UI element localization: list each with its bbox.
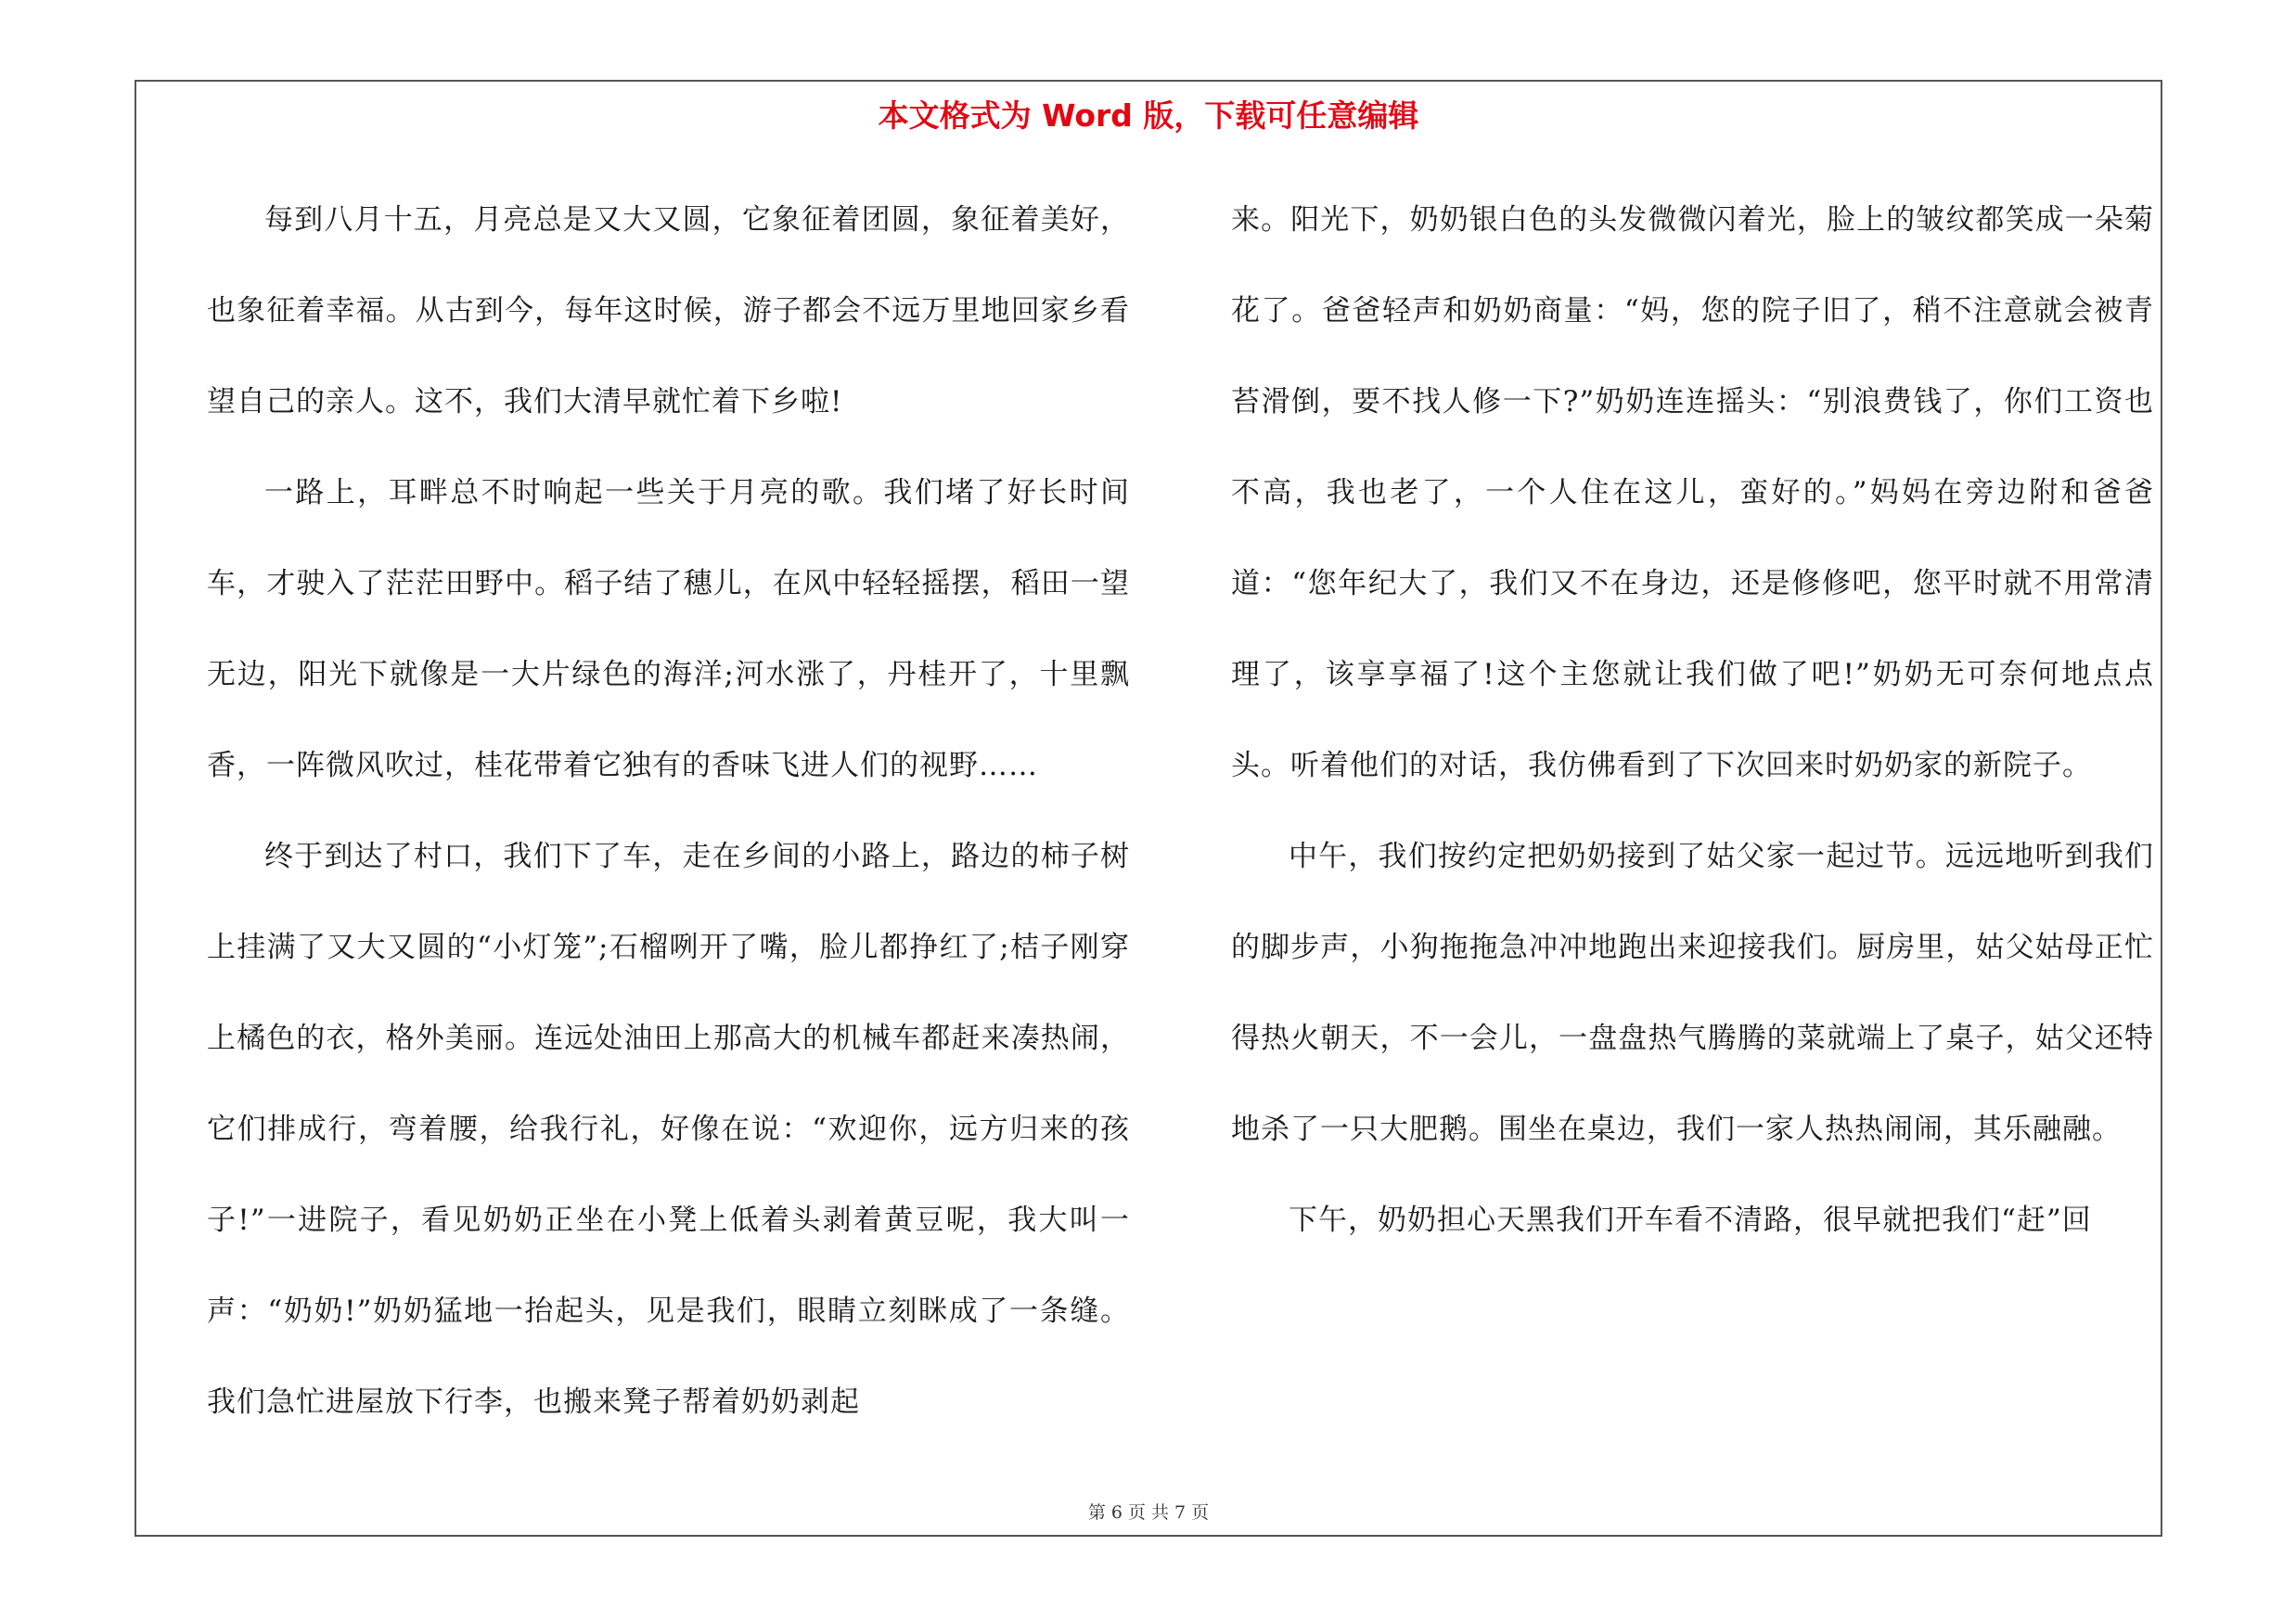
right-column (1231, 174, 2154, 1266)
paragraph: 一路上，耳畔总不时响起一些关于月亮的歌。我们堵了好长时间车，才驶入了茫茫田野中。稻子结了穗儿，在风中轻轻摇摆，稻田一望无边，阳光下就像是一大片绿色的海洋;河水涨了，丹桂开了，十里飘香，一阵微风吹过，桂花带着它独有的香味飞进人们的视野…… (207, 476, 1130, 782)
paragraph: 终于到达了村口，我们下了车，走在乡间的小路上，路边的柿子树上挂满了又大又圆的“小灯笼”;石榴咧开了嘴，脸儿都挣红了;桔子刚穿上橘色的衣，格外美丽。连远处油田上那高大的机械车都赶来凑热闹，它们排成行，弯着腰，给我行礼，好像在说：“欢迎你，远方归来的孩子!”一进院子，看见奶奶正坐在小凳上低着头剥着黄豆呢，我大叫一声：“奶奶!”奶奶猛地一抬起头，见是我们，眼睛立刻眯成了一条缝。我们急忙进屋放下行李，也搬来凳子帮着奶奶剥起 (207, 840, 1130, 1419)
paragraph-continuation: 来。阳光下，奶奶银白色的头发微微闪着光，脸上的皱纹都笑成一朵菊花了。爸爸轻声和奶奶商量：“妈，您的院子旧了，稍不注意就会被青苔滑倒，要不找人修一下?”奶奶连连摇头：“别浪费钱了，你们工资也不高，我也老了，一个人住在这儿，蛮好的。”妈妈在旁边附和爸爸道：“您年纪大了，我们又不在身边，还是修修吧，您平时就不用常清理了，该享享福了!这个主您就让我们做了吧!”奶奶无可奈何地点点头。听着他们的对话，我仿佛看到了下次回来时奶奶家的新院子。 (1231, 203, 2154, 782)
paragraph: 下午，奶奶担心天黑我们开车看不清路，很早就把我们“赶”回 (1289, 1204, 2092, 1237)
left-column (207, 174, 1130, 1448)
page-frame (135, 80, 2162, 1537)
header-notice: 本文格式为 Word 版，下载可任意编辑 (878, 97, 1419, 134)
page-number-footer: 第 6 页 共 7 页 (1087, 1502, 1210, 1523)
paragraph: 中午，我们按约定把奶奶接到了姑父家一起过节。远远地听到我们的脚步声，小狗拖拖急冲冲地跑出来迎接我们。厨房里，姑父姑母正忙得热火朝天，不一会儿，一盘盘热气腾腾的菜就端上了桌子，姑父还特地杀了一只大肥鹅。围坐在桌边，我们一家人热热闹闹，其乐融融。 (1231, 840, 2154, 1146)
paragraph: 每到八月十五，月亮总是又大又圆，它象征着团圆，象征着美好，也象征着幸福。从古到今，每年这时候，游子都会不远万里地回家乡看望自己的亲人。这不，我们大清早就忙着下乡啦! (207, 203, 1130, 419)
